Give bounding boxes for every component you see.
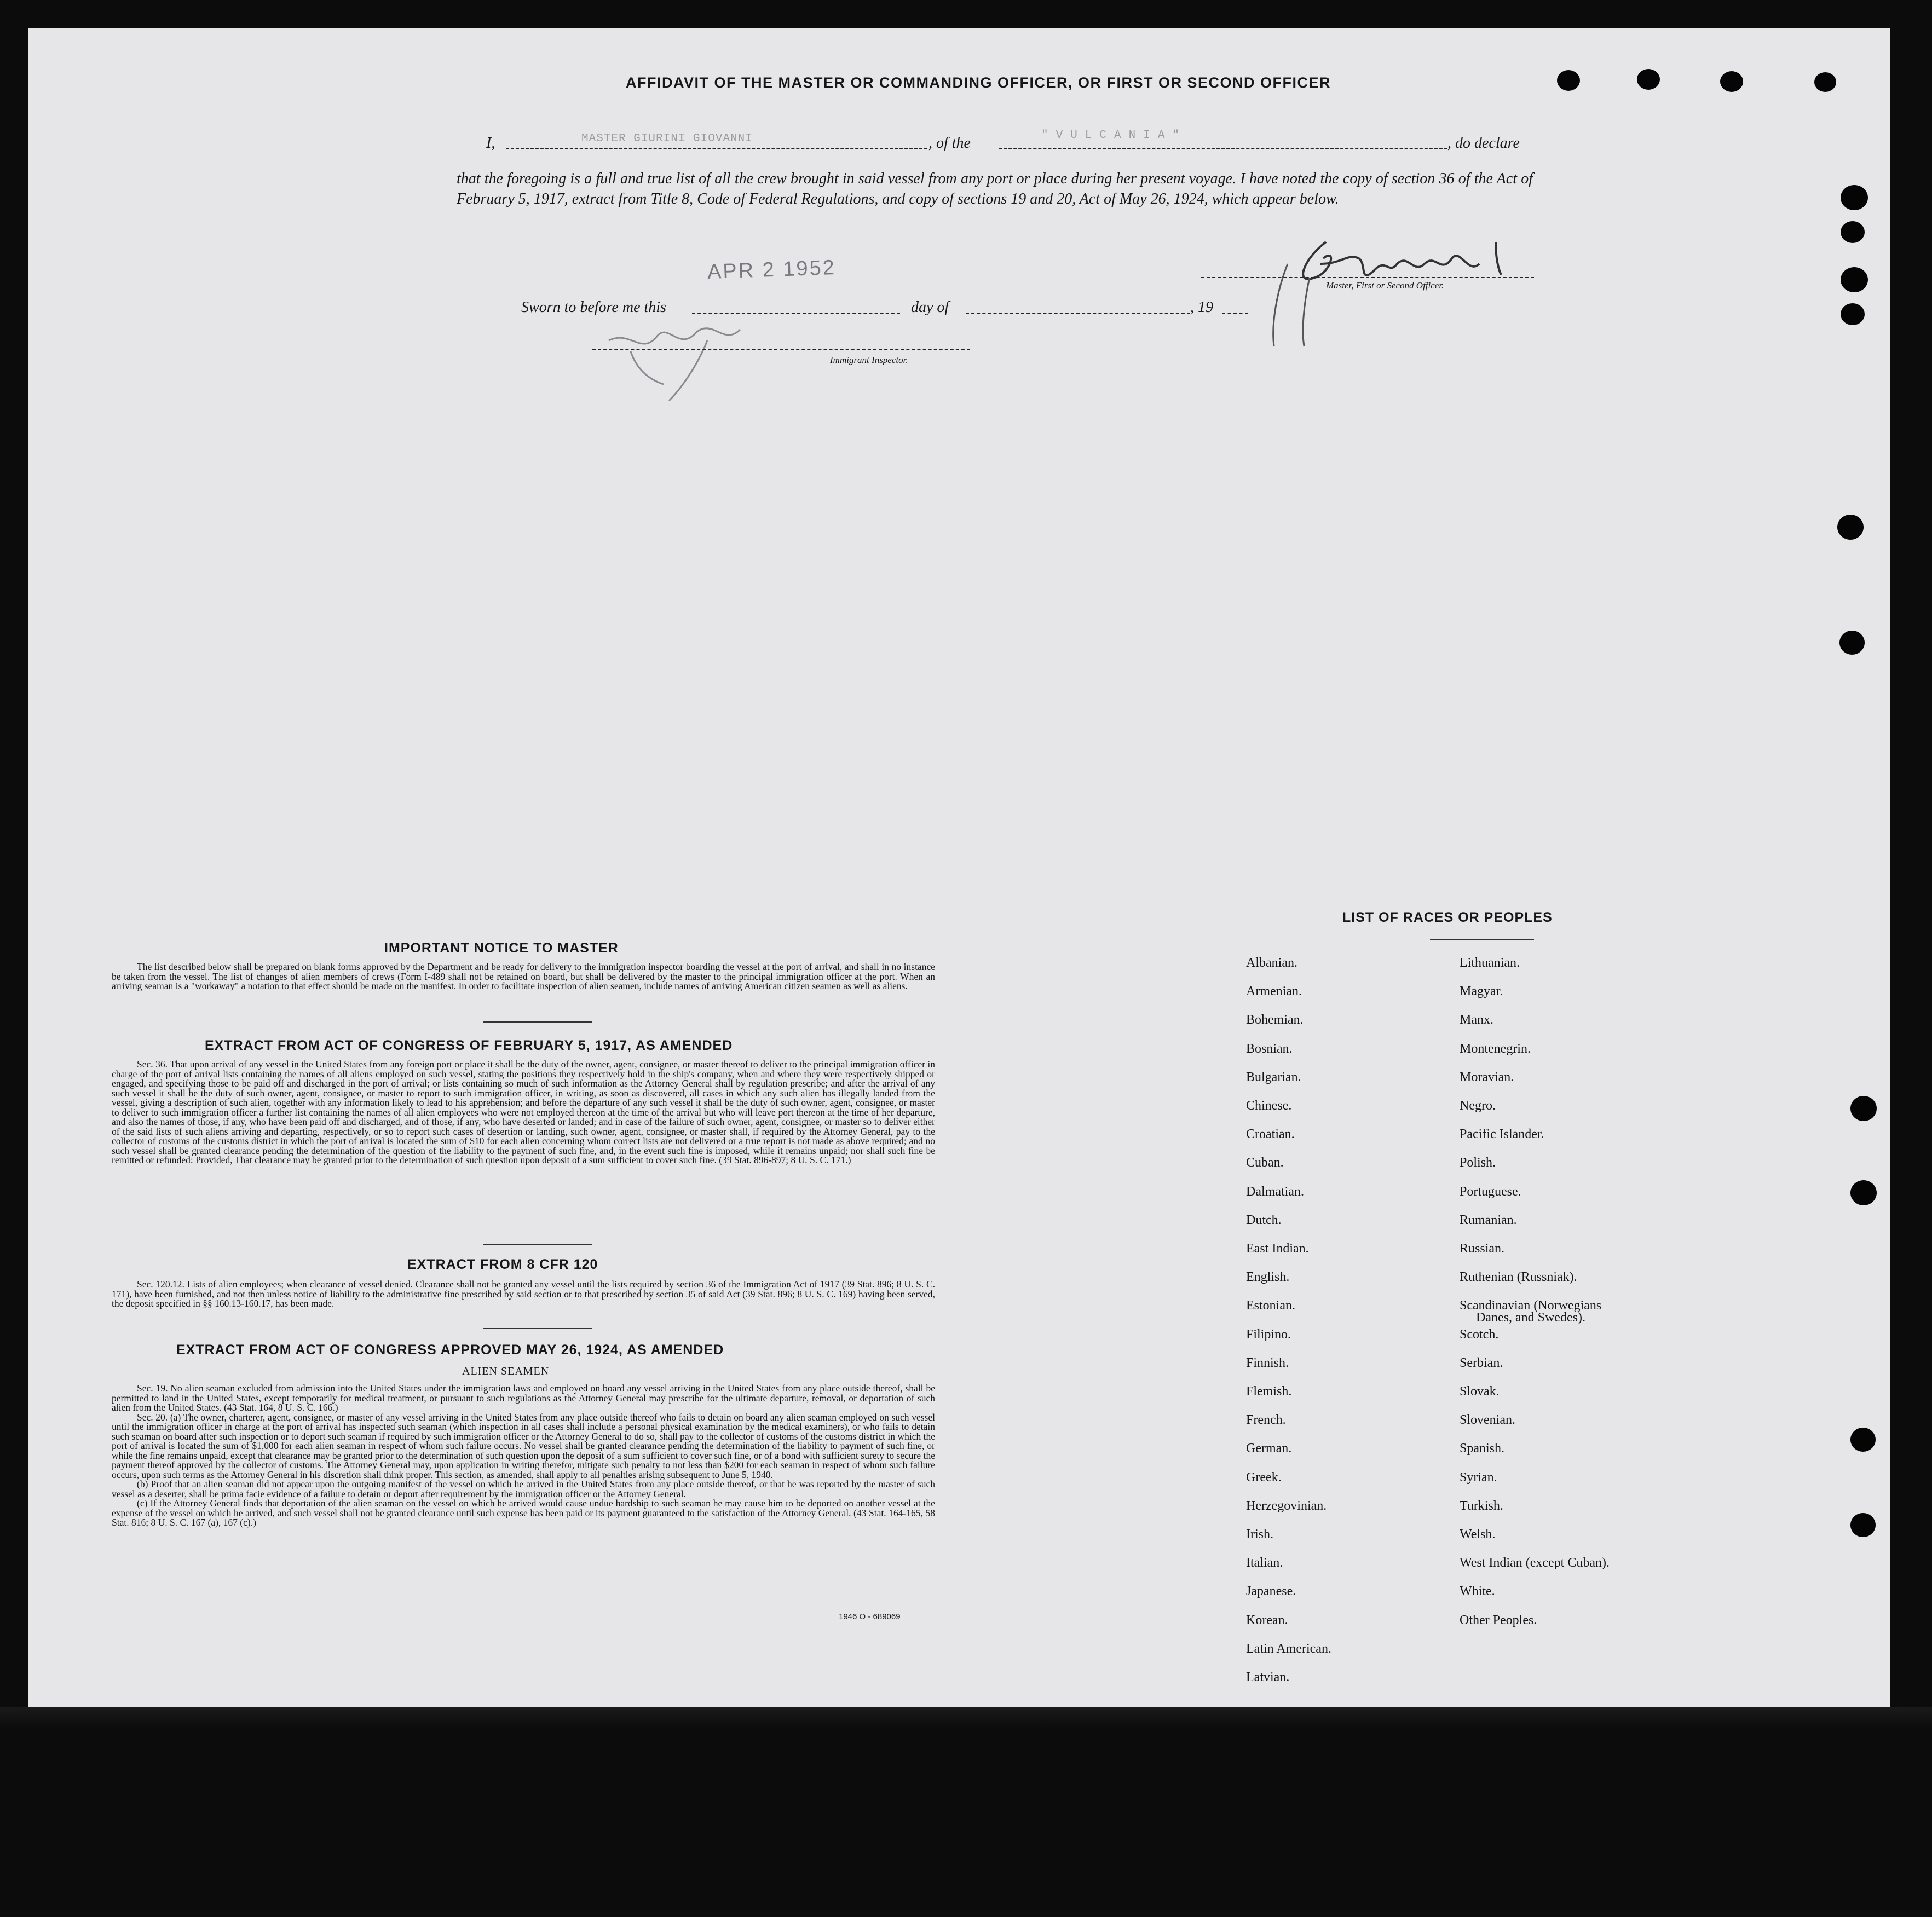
extract-1924-sec19: Sec. 19. No alien seaman excluded from admission into the United States under the immigration laws and employed on board any vessel arriving in the United States from any place outside thereof, shall be permitted to land in the United States, except temporarily for medical treatment, or pursuant to such regulations as the Attorney General may prescribe for the ultimate departure, removal, or deportation of such alien from the United States. (43 Stat. 164, 8 U. S. C. 166.)	[112, 1383, 935, 1413]
race-item: Negro.	[1460, 1099, 1496, 1113]
race-item: Scotch.	[1460, 1327, 1499, 1342]
race-item: East Indian.	[1246, 1242, 1309, 1256]
race-item: Armenian.	[1246, 984, 1302, 998]
inspector-caption: Immigrant Inspector.	[830, 355, 908, 365]
date-stamp: APR 2 1952	[707, 256, 837, 284]
punch-hole	[1850, 1428, 1876, 1452]
race-item: Italian.	[1246, 1556, 1283, 1570]
master-signature	[1255, 226, 1539, 357]
race-item: Pacific Islander.	[1460, 1127, 1544, 1141]
sworn-month-line	[966, 313, 1190, 314]
punch-hole	[1841, 185, 1868, 210]
race-item: English.	[1246, 1270, 1290, 1284]
race-item: Korean.	[1246, 1613, 1288, 1627]
punch-hole	[1814, 72, 1836, 92]
race-item: Danes, and Swedes).	[1476, 1310, 1585, 1325]
race-item: Bulgarian.	[1246, 1070, 1301, 1084]
of-the-label: , of the	[928, 135, 971, 152]
punch-hole	[1850, 1513, 1876, 1537]
race-item: Scandinavian (Norwegians	[1460, 1298, 1602, 1313]
punch-hole	[1850, 1180, 1877, 1205]
race-item: Dutch.	[1246, 1213, 1282, 1227]
race-item: West Indian (except Cuban).	[1460, 1556, 1610, 1570]
extract-cfr-title: EXTRACT FROM 8 CFR 120	[407, 1257, 598, 1272]
divider	[483, 1328, 592, 1329]
race-item: Filipino.	[1246, 1327, 1291, 1342]
race-item: Serbian.	[1460, 1356, 1503, 1370]
race-item: Flemish.	[1246, 1384, 1292, 1399]
master-name: MASTER GIURINI GIOVANNI	[581, 132, 753, 145]
punch-hole	[1850, 1096, 1877, 1121]
extract-1917-title: EXTRACT FROM ACT OF CONGRESS OF FEBRUARY 5, 1917, AS AMENDED	[205, 1038, 733, 1053]
race-item: Slovak.	[1460, 1384, 1500, 1399]
punch-hole	[1557, 70, 1580, 91]
punch-hole	[1837, 515, 1864, 540]
race-item: Bosnian.	[1246, 1042, 1293, 1056]
race-item: Lithuanian.	[1460, 956, 1520, 970]
notice-body: The list described below shall be prepared on blank forms approved by the Department and be ready for delivery to the immigration inspector boarding the vessel at the port of arrival, and shall in no instance be taken from the vessel. The list of changes of alien members of crews (Form I-489 shall not be retained on board, but shall be delivered by the master to the principal immigration officer at the port. When an arriving seaman is a "workaway" a notation to that effect should be made on the manifest. In order to facilitate inspection of alien seamen, include names of arriving American citizen seamen as well as aliens.	[112, 961, 935, 991]
race-item: Montenegrin.	[1460, 1042, 1531, 1056]
race-item: White.	[1460, 1584, 1495, 1598]
race-item: Welsh.	[1460, 1527, 1496, 1541]
document-page	[28, 28, 1890, 1707]
sworn-label: Sworn to before me this	[521, 299, 666, 316]
extract-1924-sec20b: (b) Proof that an alien seaman did not appear upon the outgoing manifest of the vessel on which he arrived in the United States from any place outside thereof, or that he was reported by the master of such vessel as a deserter, shall be prima facie evidence of a failure to detain or deport after requirement by the immigration officer or the Attorney General.	[112, 1479, 935, 1499]
inspector-signature	[598, 308, 784, 406]
inspector-line	[592, 349, 970, 350]
race-item: Latvian.	[1246, 1670, 1290, 1684]
punch-hole	[1839, 631, 1865, 655]
race-item: French.	[1246, 1413, 1286, 1427]
divider	[1430, 939, 1534, 940]
extract-1917-body: Sec. 36. That upon arrival of any vessel in the United States from any foreign port or place it shall be the duty of the owner, agent, consignee, or master thereof to deliver to the principal immigration officer in charge of the port of arrival lists containing the names of all aliens employed on such vessel, stating the positions they respectively hold in the ship's company, when and where they were respectively shipped or engaged, and specifying those to be paid off and discharged in the port of arrival; or lists containing so much of such information as the Attorney General shall by regulation prescribe; and after the arrival of any such vessel it shall be the duty of such owner, agent, consignee, or master to report to such immigration officer, in writing, as soon as discovered, all cases in which any such alien has illegally landed from the vessel, giving a description of such alien, together with any information likely to lead to his apprehension; and before the departure of any such vessel it shall be the duty of such owner, agent, consignee, or master to deliver to such immigration officer a further list containing the names of all alien employees who were not employed thereon at the time of the arrival but who will leave port thereon at the time of her departure, and also the names of those, if any, who have been paid off and discharged, and of those, if any, who have deserted or landed; and in case of the failure of such owner, agent, consignee, or master so to deliver either of the said lists of such aliens arriving and departing, respectively, or so to report such cases of desertion or landing, such owner, agent, consignee, or master shall, if required by the Attorney General, pay to the collector of customs of the customs district in which the port of arrival is located the sum of $10 for each alien concerning whom correct lists are not delivered or a true report is not made as above required; and no such vessel shall be granted clearance pending the determination of the question of the liability to the payment of such fine, and, in the event such fine is imposed, while it remains unpaid; nor shall such fine be remitted or refunded: Provided, That clearance may be granted prior to the determination of such question upon deposit of a sum sufficient to cover such fine. (39 Stat. 896-897; 8 U. S. C. 171.)	[112, 1059, 935, 1165]
punch-hole	[1841, 221, 1865, 243]
divider	[483, 1244, 592, 1245]
do-declare-label: , do declare	[1447, 135, 1520, 152]
race-item: Irish.	[1246, 1527, 1273, 1541]
race-item: German.	[1246, 1441, 1292, 1456]
race-item: Rumanian.	[1460, 1213, 1517, 1227]
punch-hole	[1637, 69, 1660, 90]
signature-caption: Master, First or Second Officer.	[1326, 280, 1444, 291]
race-item: Other Peoples.	[1460, 1613, 1537, 1627]
race-item: Dalmatian.	[1246, 1185, 1304, 1199]
race-item: Russian.	[1460, 1242, 1505, 1256]
extract-1924-body	[112, 1384, 935, 1528]
sworn-year-line	[1222, 313, 1248, 314]
punch-hole	[1841, 267, 1868, 292]
race-item: Syrian.	[1460, 1470, 1497, 1485]
race-item: Herzegovinian.	[1246, 1499, 1327, 1513]
race-item: Manx.	[1460, 1013, 1493, 1027]
vessel-name: "VULCANIA"	[1041, 129, 1187, 142]
race-item: Albanian.	[1246, 956, 1297, 970]
race-item: Greek.	[1246, 1470, 1282, 1485]
race-item: Polish.	[1460, 1156, 1496, 1170]
affidavit-title: AFFIDAVIT OF THE MASTER OR COMMANDING OFFICER, OR FIRST OR SECOND OFFICER	[626, 74, 1331, 91]
race-item: Finnish.	[1246, 1356, 1289, 1370]
extract-1924-sec20c: (c) If the Attorney General finds that deportation of the alien seaman on the vessel on which he arrived would cause undue hardship to such seaman he may cause him to be deported on another vessel at the expense of the vessel on which he arrived, and such vessel shall not be granted clearance until such expense has been paid or its payment guaranteed to the satisfaction of the Attorney General. (43 Stat. 164-165, 58 Stat. 816; 8 U. S. C. 167 (a), 167 (c).)	[112, 1498, 935, 1528]
race-item: Cuban.	[1246, 1156, 1284, 1170]
extract-1924-subtitle: ALIEN SEAMEN	[462, 1365, 550, 1377]
day-of-label: day of	[911, 299, 949, 316]
race-item: Croatian.	[1246, 1127, 1295, 1141]
race-item: Spanish.	[1460, 1441, 1505, 1456]
race-item: Slovenian.	[1460, 1413, 1515, 1427]
race-item: Portuguese.	[1460, 1185, 1521, 1199]
race-item: Moravian.	[1460, 1070, 1514, 1084]
race-item: Estonian.	[1246, 1298, 1295, 1313]
race-item: Japanese.	[1246, 1584, 1296, 1598]
extract-cfr-body: Sec. 120.12. Lists of alien employees; when clearance of vessel denied. Clearance shall not be granted any vessel until the lists required by section 36 of the Immigration Act of 1917 (39 Stat. 896; 8 U. S. C. 171), have been furnished, and not then unless notice of liability to the administrative fine prescribed by said section or to that prescribed by section 35 of said Act (39 Stat. 896; 8 U. S. C. 169) having been served, the deposit specified in §§ 160.13-160.17, has been made.	[112, 1279, 935, 1309]
year-label: , 19	[1190, 299, 1213, 316]
notice-title: IMPORTANT NOTICE TO MASTER	[384, 940, 619, 956]
race-item: Ruthenian (Russniak).	[1460, 1270, 1577, 1284]
race-item: Magyar.	[1460, 984, 1503, 998]
race-item: Bohemian.	[1246, 1013, 1304, 1027]
declarant-prefix: I,	[486, 135, 495, 152]
punch-hole	[1720, 71, 1743, 92]
scan-border	[0, 1707, 1932, 1729]
print-code: 1946 O - 689069	[839, 1612, 901, 1621]
races-title: LIST OF RACES OR PEOPLES	[1342, 910, 1553, 925]
race-item: Latin American.	[1246, 1642, 1331, 1656]
vessel-name-line	[999, 148, 1447, 149]
master-name-line	[506, 148, 927, 149]
declaration-text: that the foregoing is a full and true list of all the crew brought in said vessel from any port or place during her present voyage. I have noted the copy of section 36 of the Act of February 5, 1917, extract from Title 8, Code of Federal Regulations, and copy of sections 19 and 20, Act of May 26, 1924, which appear below.	[457, 170, 1533, 207]
extract-1924-sec20a: Sec. 20. (a) The owner, charterer, agent, consignee, or master of any vessel arriving in the United States from any place outside thereof who fails to detain on board any alien seaman employed on such vessel until the immigration officer in charge at the port of arrival has inspected such seaman (which inspection in all cases shall include a personal physical examination by the medical examiners), or who fails to detain such seaman on board after such inspection or to deport such seaman if required by such immigration officer or the Attorney General to do so, shall pay to the collector of customs of the customs district in which the port of arrival is located the sum of $1,000 for each alien seaman in respect of whom such failure occurs. No vessel shall be granted clearance pending the determination of the liability to payment of such fine, or while the fine remains unpaid, except that clearance may be granted prior to the determination of such question upon the deposit of a sum sufficient to cover such fine, or of a bond with sufficient surety to secure the payment thereof approved by the collector of customs. The Attorney General may, upon application in writing therefor, mitigate such penalty to not less than $200 for each seaman in respect of whom such failure occurs, upon such terms as the Attorney General in his discretion shall think proper. This section, as amended, shall apply to all penalties arising subsequent to June 5, 1940.	[112, 1411, 935, 1480]
punch-hole	[1841, 303, 1865, 325]
race-item: Chinese.	[1246, 1099, 1292, 1113]
race-item: Turkish.	[1460, 1499, 1503, 1513]
signature-line	[1201, 277, 1534, 278]
extract-1924-title: EXTRACT FROM ACT OF CONGRESS APPROVED MAY 26, 1924, AS AMENDED	[176, 1342, 724, 1358]
divider	[483, 1021, 592, 1023]
